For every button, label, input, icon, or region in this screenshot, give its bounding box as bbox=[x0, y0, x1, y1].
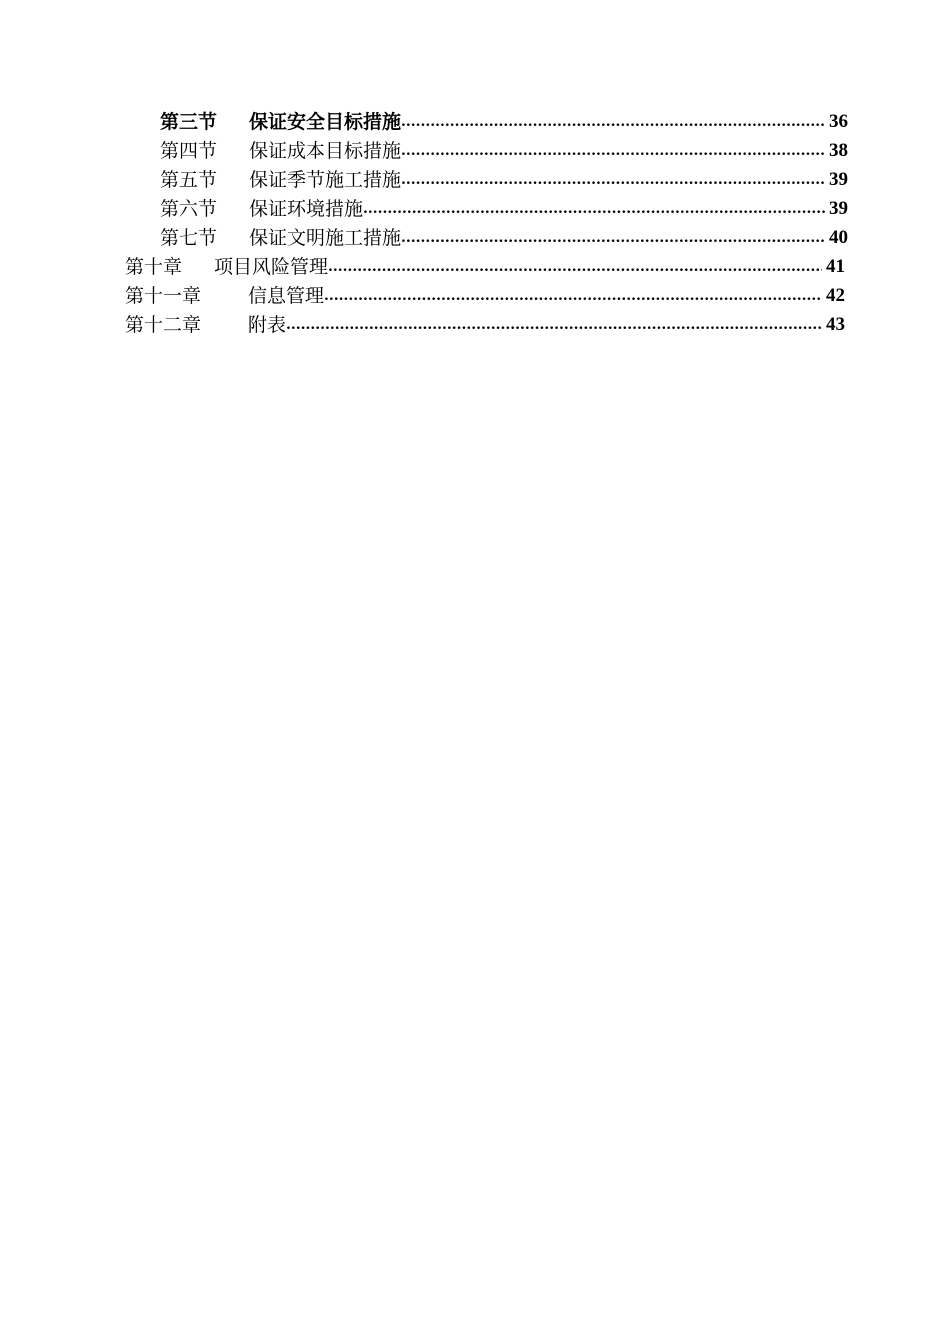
toc-entry-page-number: 39 bbox=[829, 198, 848, 219]
toc-entry-chapter-11[interactable] bbox=[0, 279, 845, 308]
toc-entry-label bbox=[160, 110, 401, 134]
toc-entry-section-5[interactable] bbox=[0, 163, 848, 192]
toc-entry-title: 保证季节施工措施 bbox=[249, 169, 402, 191]
toc-entry-number: 第四节 bbox=[160, 140, 218, 162]
dot-leader bbox=[363, 199, 825, 221]
dot-leader bbox=[324, 286, 822, 308]
toc-entry-section-7[interactable] bbox=[0, 221, 848, 250]
toc-entry-page-number: 39 bbox=[829, 169, 848, 190]
toc-entry-label bbox=[160, 168, 401, 192]
dot-leader bbox=[401, 228, 825, 250]
dot-leader bbox=[401, 112, 825, 134]
toc-entry-title: 附表 bbox=[248, 314, 287, 336]
table-of-contents bbox=[0, 105, 950, 337]
toc-entry-section-6[interactable] bbox=[0, 192, 848, 221]
toc-entry-page-number: 41 bbox=[826, 256, 845, 277]
dot-leader bbox=[401, 170, 825, 192]
toc-entry-title: 信息管理 bbox=[248, 285, 325, 307]
toc-entry-label bbox=[125, 255, 328, 279]
toc-entry-title: 保证成本目标措施 bbox=[249, 140, 402, 162]
toc-entry-label bbox=[160, 226, 401, 250]
toc-entry-label bbox=[125, 313, 286, 337]
dot-leader bbox=[286, 315, 822, 337]
toc-entry-title: 项目风险管理 bbox=[214, 256, 329, 278]
toc-entry-page-number: 42 bbox=[826, 285, 845, 306]
toc-entry-label bbox=[160, 197, 363, 221]
toc-entry-label bbox=[160, 139, 401, 163]
toc-entry-label bbox=[125, 284, 324, 308]
toc-entry-page-number: 43 bbox=[826, 314, 845, 335]
toc-entry-chapter-12[interactable] bbox=[0, 308, 845, 337]
dot-leader bbox=[401, 141, 825, 163]
toc-entry-section-3[interactable] bbox=[0, 105, 848, 134]
dot-leader bbox=[328, 257, 822, 279]
toc-entry-number: 第六节 bbox=[160, 198, 218, 220]
toc-entry-chapter-10[interactable] bbox=[0, 250, 845, 279]
toc-entry-title: 保证安全目标措施 bbox=[249, 111, 402, 133]
toc-entry-number: 第五节 bbox=[160, 169, 218, 191]
toc-entry-number: 第十二章 bbox=[125, 314, 202, 336]
toc-entry-number: 第十章 bbox=[125, 256, 183, 278]
toc-entry-page-number: 36 bbox=[829, 111, 848, 132]
toc-entry-page-number: 40 bbox=[829, 227, 848, 248]
toc-entry-page-number: 38 bbox=[829, 140, 848, 161]
toc-entry-title: 保证文明施工措施 bbox=[249, 227, 402, 249]
toc-entry-section-4[interactable] bbox=[0, 134, 848, 163]
toc-entry-title: 保证环境措施 bbox=[249, 198, 364, 220]
toc-entry-number: 第十一章 bbox=[125, 285, 202, 307]
toc-entry-number: 第七节 bbox=[160, 227, 218, 249]
toc-entry-number: 第三节 bbox=[160, 111, 218, 133]
